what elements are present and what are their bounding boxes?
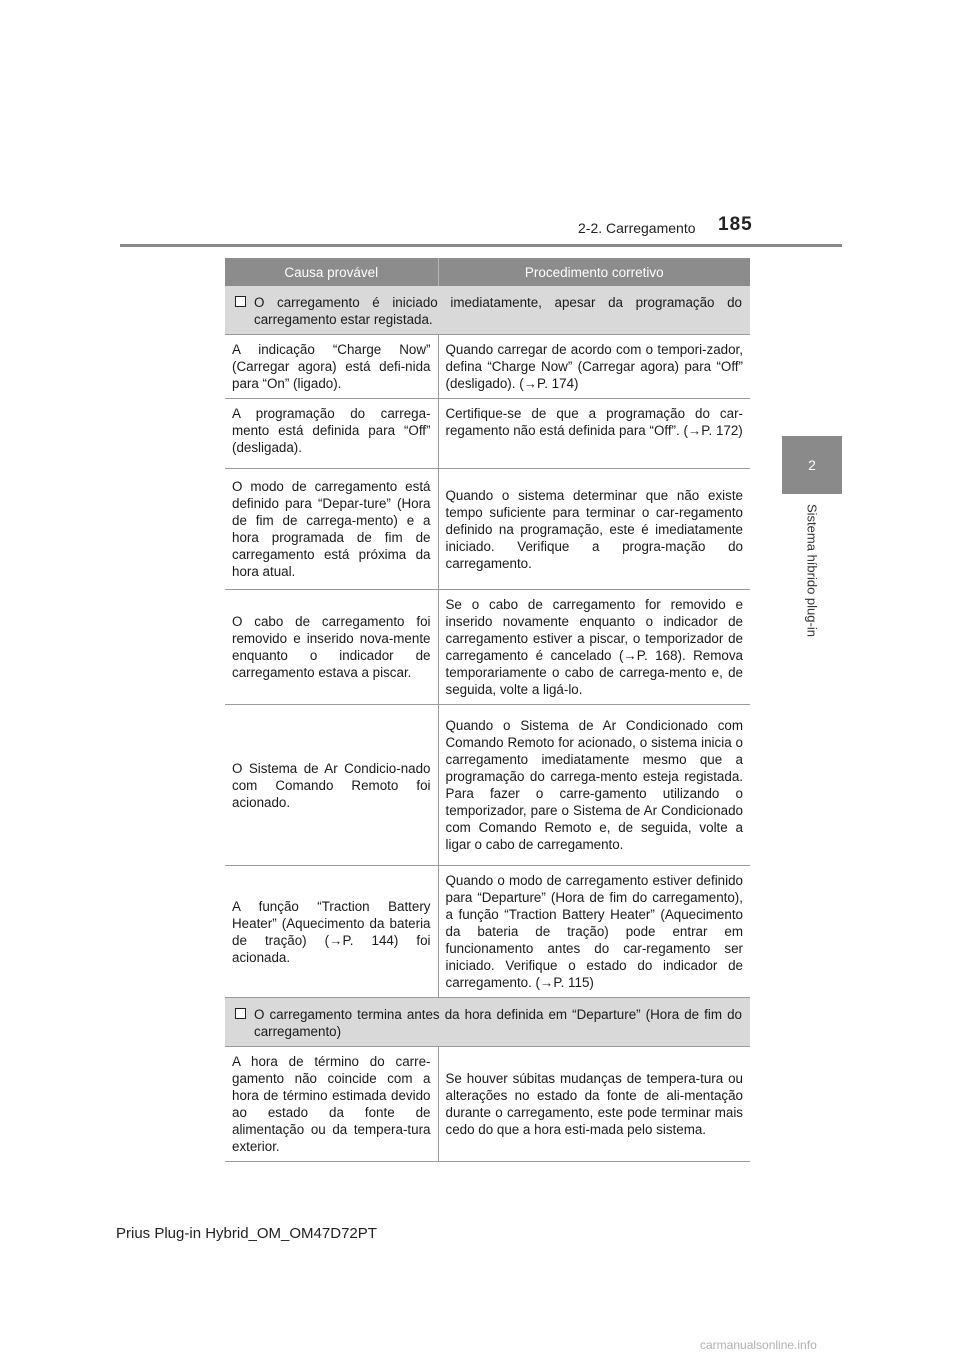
procedure-cell: Se houver súbitas mudanças de tempera-tura ou alterações no estado da fonte de ali-mentação durante o carregamento, este pode terminar mais cedo do que a hora esti-mada pelo sistema. <box>438 1047 750 1162</box>
cause-cell: O Sistema de Ar Condicio-nado com Comando Remoto foi acionado. <box>225 705 438 866</box>
cause-cell: A indicação “Charge Now” (Carregar agora) está defi-nida para “On” (ligado). <box>225 335 438 399</box>
procedure-cell: Quando carregar de acordo com o tempori-zador, defina “Charge Now” (Carregar agora) para “Off” (desligado). (→P. 174) <box>438 335 750 399</box>
group-header <box>225 998 750 1047</box>
chapter-tab-title-text: Sistema híbrido plug-in <box>804 504 820 637</box>
procedure-cell: Se o cabo de carregamento for removido e inserido novamente enquanto o indicador de carregamento estiver a piscar, o temporizador de carregamento é cancelado (→P. 168). Remova temporariamente o cabo de carrega-mento e, de seguida, volte a ligá-lo. <box>438 590 750 705</box>
table-row <box>225 335 750 399</box>
table-row <box>225 705 750 866</box>
procedure-cell: Quando o Sistema de Ar Condicionado com Comando Remoto for acionado, o sistema inicia o carregamento imediatamente mesmo que a programação do carrega-mento esteja registada. Para fazer o carre-gamento utilizando o temporizador, pare o Sistema de Ar Condicionado com Comando Remoto e, de seguida, volte a ligar o cabo de carregamento. <box>438 705 750 866</box>
page-number: 185 <box>718 214 753 235</box>
chapter-tab-number: 2 <box>782 436 842 494</box>
group-header-row <box>225 998 750 1047</box>
table-row <box>225 866 750 998</box>
cause-cell: A função “Traction Battery Heater” (Aquecimento da bateria de tração) (→P. 144) foi acionada. <box>225 866 438 998</box>
table-row <box>225 590 750 705</box>
group-header-row <box>225 286 750 335</box>
cause-cell: O modo de carregamento está definido para “Depar-ture” (Hora de fim de carrega-mento) e a hora programada de fim de carregamento está próxima da hora atual. <box>225 469 438 590</box>
procedure-cell: Quando o modo de carregamento estiver definido para “Departure” (Hora de fim do carregamento), a função “Traction Battery Heater” (Aquecimento da bateria de tração) pode entrar em funcionamento antes do car-regamento ser iniciado. Verifique o estado do indicador de carregamento. (→P. 115) <box>438 866 750 998</box>
cause-cell: O cabo de carregamento foi removido e inserido nova-mente enquanto o indicador de carregamento estava a piscar. <box>225 590 438 705</box>
header-divider <box>120 244 842 247</box>
troubleshooting-table <box>225 258 750 1162</box>
header-procedure: Procedimento corretivo <box>438 258 750 286</box>
procedure-cell: Quando o sistema determinar que não existe tempo suficiente para terminar o car-regamento definido na programação, este é imediatamente iniciado. Verifique a progra-mação do carregamento. <box>438 469 750 590</box>
group-title: O carregamento termina antes da hora definida em “Departure” (Hora de fim do carregamento) <box>254 1007 742 1039</box>
section-title: 2-2. Carregamento <box>578 220 696 236</box>
header-cause: Causa provável <box>225 258 438 286</box>
group-title: O carregamento é iniciado imediatamente, apesar da programação do carregamento estar registada. <box>254 295 742 327</box>
chapter-tab-title <box>782 494 842 726</box>
procedure-cell: Certifique-se de que a programação do car-regamento não está definida para “Off”. (→P. 172) <box>438 399 750 469</box>
table-row <box>225 1047 750 1162</box>
cause-cell: A hora de término do carre-gamento não coincide com a hora de término estimada devido ao estado da fonte de alimentação ou da tempera-tura exterior. <box>225 1047 438 1162</box>
cause-cell: A programação do carrega-mento está definida para “Off” (desligada). <box>225 399 438 469</box>
footer-document-id: Prius Plug-in Hybrid_OM_OM47D72PT <box>116 1225 377 1242</box>
table-row <box>225 469 750 590</box>
checkbox-icon <box>235 1008 246 1019</box>
watermark: carmanualsonline.info <box>700 1338 817 1352</box>
table-row <box>225 399 750 469</box>
group-header <box>225 286 750 335</box>
table-header-row <box>225 258 750 286</box>
checkbox-icon <box>235 296 246 307</box>
